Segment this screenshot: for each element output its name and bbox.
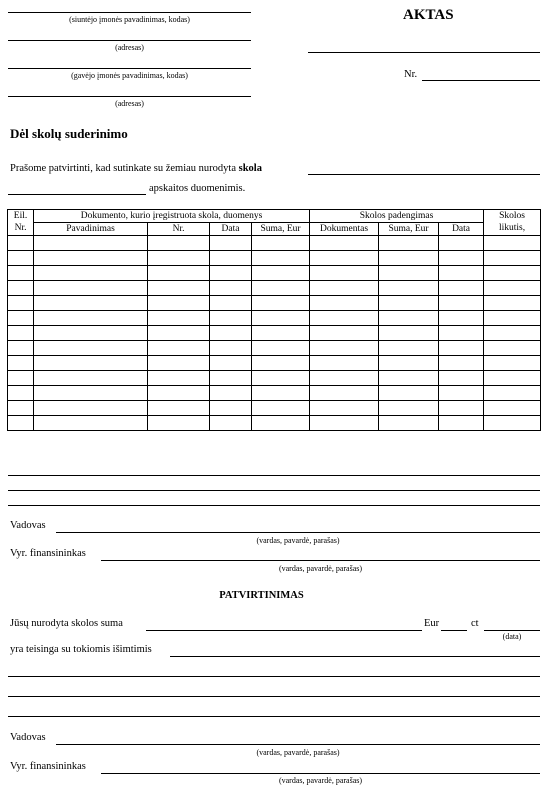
balance-header-top: Skolos — [484, 210, 541, 223]
sender-name-line — [8, 12, 251, 13]
table-cell — [379, 251, 439, 266]
table-cell — [8, 341, 34, 356]
table-cell — [379, 326, 439, 341]
confirmation-amount-label: Jūsų nurodyta skolos suma — [10, 618, 123, 629]
table-cell — [310, 326, 379, 341]
balance-header-bottom: likutis, — [484, 223, 541, 236]
table-cell — [484, 236, 541, 251]
head-label-top: Vadovas — [10, 520, 46, 531]
table-cell — [252, 341, 310, 356]
table-cell — [252, 236, 310, 251]
recipient-address-line — [8, 96, 251, 97]
table-cell — [34, 311, 148, 326]
table-cell — [439, 311, 484, 326]
exceptions-line-2 — [8, 676, 540, 677]
head-caption-bottom: (vardas, pavardė, parašas) — [256, 748, 340, 757]
table-cell — [484, 371, 541, 386]
table-cell — [8, 326, 34, 341]
note-line-1 — [8, 475, 540, 476]
table-cell — [210, 371, 252, 386]
table-cell — [252, 326, 310, 341]
table-cell — [210, 386, 252, 401]
table-cell — [310, 386, 379, 401]
table-cell — [439, 356, 484, 371]
table-cell — [8, 356, 34, 371]
table-cell — [439, 266, 484, 281]
table-cell — [148, 296, 210, 311]
table-cell — [310, 416, 379, 431]
confirmation-eur-line — [441, 630, 467, 631]
table-cell — [484, 311, 541, 326]
table-cell — [148, 251, 210, 266]
table-row — [8, 401, 541, 416]
table-cell — [210, 251, 252, 266]
table-cell — [252, 311, 310, 326]
table-cell — [148, 326, 210, 341]
confirmation-date-line — [484, 630, 540, 631]
table-cell — [148, 386, 210, 401]
table-cell — [8, 251, 34, 266]
recipient-name-line — [8, 68, 251, 69]
table-cell — [210, 356, 252, 371]
table-cell — [484, 326, 541, 341]
table-row — [8, 296, 541, 311]
table-row — [8, 281, 541, 296]
table-cell — [8, 236, 34, 251]
table-cell — [210, 326, 252, 341]
table-cell — [210, 401, 252, 416]
confirmation-date-caption: (data) — [502, 632, 522, 641]
table-cell — [34, 266, 148, 281]
head-caption-top: (vardas, pavardė, parašas) — [256, 536, 340, 545]
table-cell — [148, 371, 210, 386]
table-row — [8, 356, 541, 371]
table-cell — [252, 296, 310, 311]
recipient-name-caption: (gavėjo įmonės pavadinimas, kodas) — [71, 71, 188, 80]
table-cell — [210, 341, 252, 356]
table-cell — [8, 311, 34, 326]
table-cell — [439, 416, 484, 431]
table-cell — [310, 236, 379, 251]
table-cell — [379, 296, 439, 311]
table-cell — [148, 401, 210, 416]
table-cell — [439, 236, 484, 251]
accountant-label-top: Vyr. finansininkas — [10, 548, 86, 559]
table-cell — [484, 266, 541, 281]
table-cell — [8, 266, 34, 281]
table-cell — [8, 281, 34, 296]
table-cell — [439, 251, 484, 266]
table-cell — [8, 371, 34, 386]
table-cell — [148, 266, 210, 281]
accountant-signature-line-bottom — [101, 773, 540, 774]
doc-date-header: Data — [210, 223, 252, 236]
table-row — [8, 326, 541, 341]
table-cell — [252, 416, 310, 431]
table-cell — [252, 386, 310, 401]
doc-name-header: Pavadinimas — [34, 223, 148, 236]
table-cell — [379, 311, 439, 326]
request-source-line — [8, 194, 146, 195]
table-cell — [34, 386, 148, 401]
sender-address-caption: (adresas) — [115, 43, 144, 52]
table-cell — [310, 371, 379, 386]
table-row — [8, 266, 541, 281]
request-text — [10, 163, 262, 174]
accountant-caption-top: (vardas, pavardė, parašas) — [278, 564, 363, 573]
table-cell — [484, 386, 541, 401]
table-cell — [484, 296, 541, 311]
table-cell — [439, 401, 484, 416]
sender-address-line — [8, 40, 251, 41]
table-cell — [210, 296, 252, 311]
table-cell — [252, 251, 310, 266]
payment-group-header: Skolos padengimas — [310, 210, 484, 223]
table-cell — [484, 281, 541, 296]
sender-name-caption: (siuntėjo įmonės pavadinimas, kodas) — [69, 15, 190, 24]
table-cell — [34, 341, 148, 356]
table-cell — [210, 281, 252, 296]
table-row — [8, 341, 541, 356]
document-group-header: Dokumento, kurio įregistruota skola, duomenys — [34, 210, 310, 223]
table-cell — [8, 401, 34, 416]
table-cell — [34, 296, 148, 311]
subject-heading: Dėl skolų suderinimo — [10, 126, 128, 141]
table-cell — [439, 386, 484, 401]
payment-document-header: Dokumentas — [310, 223, 379, 236]
table-cell — [8, 296, 34, 311]
table-cell — [439, 326, 484, 341]
table-cell — [379, 386, 439, 401]
table-cell — [439, 281, 484, 296]
col-no-header-bottom: Nr. — [8, 223, 34, 236]
table-cell — [148, 311, 210, 326]
col-no-header-top: Eil. — [8, 210, 34, 223]
table-cell — [379, 266, 439, 281]
table-cell — [379, 341, 439, 356]
table-cell — [148, 356, 210, 371]
table-cell — [148, 416, 210, 431]
confirmation-amount-line — [146, 630, 422, 631]
table-cell — [310, 251, 379, 266]
table-cell — [439, 371, 484, 386]
table-body — [8, 236, 541, 431]
table-cell — [379, 236, 439, 251]
table-cell — [210, 416, 252, 431]
table-cell — [210, 266, 252, 281]
table-row — [8, 251, 541, 266]
doc-amount-header: Suma, Eur — [252, 223, 310, 236]
table-row — [8, 311, 541, 326]
table-cell — [310, 311, 379, 326]
table-cell — [34, 251, 148, 266]
table-cell — [34, 356, 148, 371]
payment-date-header: Data — [439, 223, 484, 236]
table-cell — [252, 401, 310, 416]
table-row — [8, 386, 541, 401]
table-cell — [252, 371, 310, 386]
head-label-bottom: Vadovas — [10, 732, 46, 743]
table-cell — [8, 386, 34, 401]
table-cell — [310, 266, 379, 281]
accountant-label-bottom: Vyr. finansininkas — [10, 761, 86, 772]
table-cell — [252, 266, 310, 281]
exceptions-line-3 — [8, 696, 540, 697]
table-cell — [310, 296, 379, 311]
act-date-line — [308, 52, 540, 53]
table-cell — [484, 251, 541, 266]
table-cell — [34, 371, 148, 386]
accountant-caption-bottom: (vardas, pavardė, parašas) — [278, 776, 363, 785]
debt-table — [7, 209, 541, 431]
note-line-2 — [8, 490, 540, 491]
table-cell — [148, 341, 210, 356]
table-cell — [310, 401, 379, 416]
confirmation-eur-label: Eur — [424, 618, 440, 629]
table-cell — [34, 416, 148, 431]
table-cell — [439, 296, 484, 311]
table-cell — [34, 281, 148, 296]
table-cell — [379, 371, 439, 386]
table-cell — [439, 341, 484, 356]
table-cell — [148, 281, 210, 296]
act-title: AKTAS — [403, 7, 454, 23]
accountant-signature-line-top — [101, 560, 540, 561]
table-cell — [34, 326, 148, 341]
table-cell — [148, 236, 210, 251]
table-row — [8, 416, 541, 431]
table-cell — [210, 236, 252, 251]
table-row — [8, 371, 541, 386]
table-cell — [379, 281, 439, 296]
table-cell — [34, 401, 148, 416]
request-text-after: apskaitos duomenimis. — [149, 183, 246, 194]
request-amount-line — [308, 174, 540, 175]
act-number-label: Nr. — [404, 69, 418, 80]
confirmation-heading: PATVIRTINIMAS — [219, 590, 304, 601]
table-cell — [252, 356, 310, 371]
table-cell — [379, 416, 439, 431]
table-cell — [484, 341, 541, 356]
note-line-3 — [8, 505, 540, 506]
table-cell — [310, 281, 379, 296]
table-cell — [484, 356, 541, 371]
table-cell — [8, 416, 34, 431]
confirmation-ct-label: ct — [471, 618, 479, 629]
table-cell — [310, 356, 379, 371]
confirmation-correct-label: yra teisinga su tokiomis išimtimis — [10, 644, 152, 655]
request-text-before: Prašome patvirtinti, kad sutinkate su žemiau nurodyta — [10, 163, 239, 174]
table-cell — [484, 416, 541, 431]
head-signature-line-bottom — [56, 744, 540, 745]
payment-amount-header: Suma, Eur — [379, 223, 439, 236]
table-cell — [210, 311, 252, 326]
recipient-address-caption: (adresas) — [115, 99, 144, 108]
table-row — [8, 236, 541, 251]
table-cell — [484, 401, 541, 416]
doc-number-header: Nr. — [148, 223, 210, 236]
table-cell — [34, 236, 148, 251]
table-cell — [379, 356, 439, 371]
table-cell — [252, 281, 310, 296]
exceptions-line-4 — [8, 716, 540, 717]
request-text-bold: skola — [238, 163, 262, 174]
table-cell — [379, 401, 439, 416]
act-number-line — [422, 80, 540, 81]
table-cell — [310, 341, 379, 356]
head-signature-line-top — [56, 532, 540, 533]
confirmation-exceptions-line — [170, 656, 540, 657]
